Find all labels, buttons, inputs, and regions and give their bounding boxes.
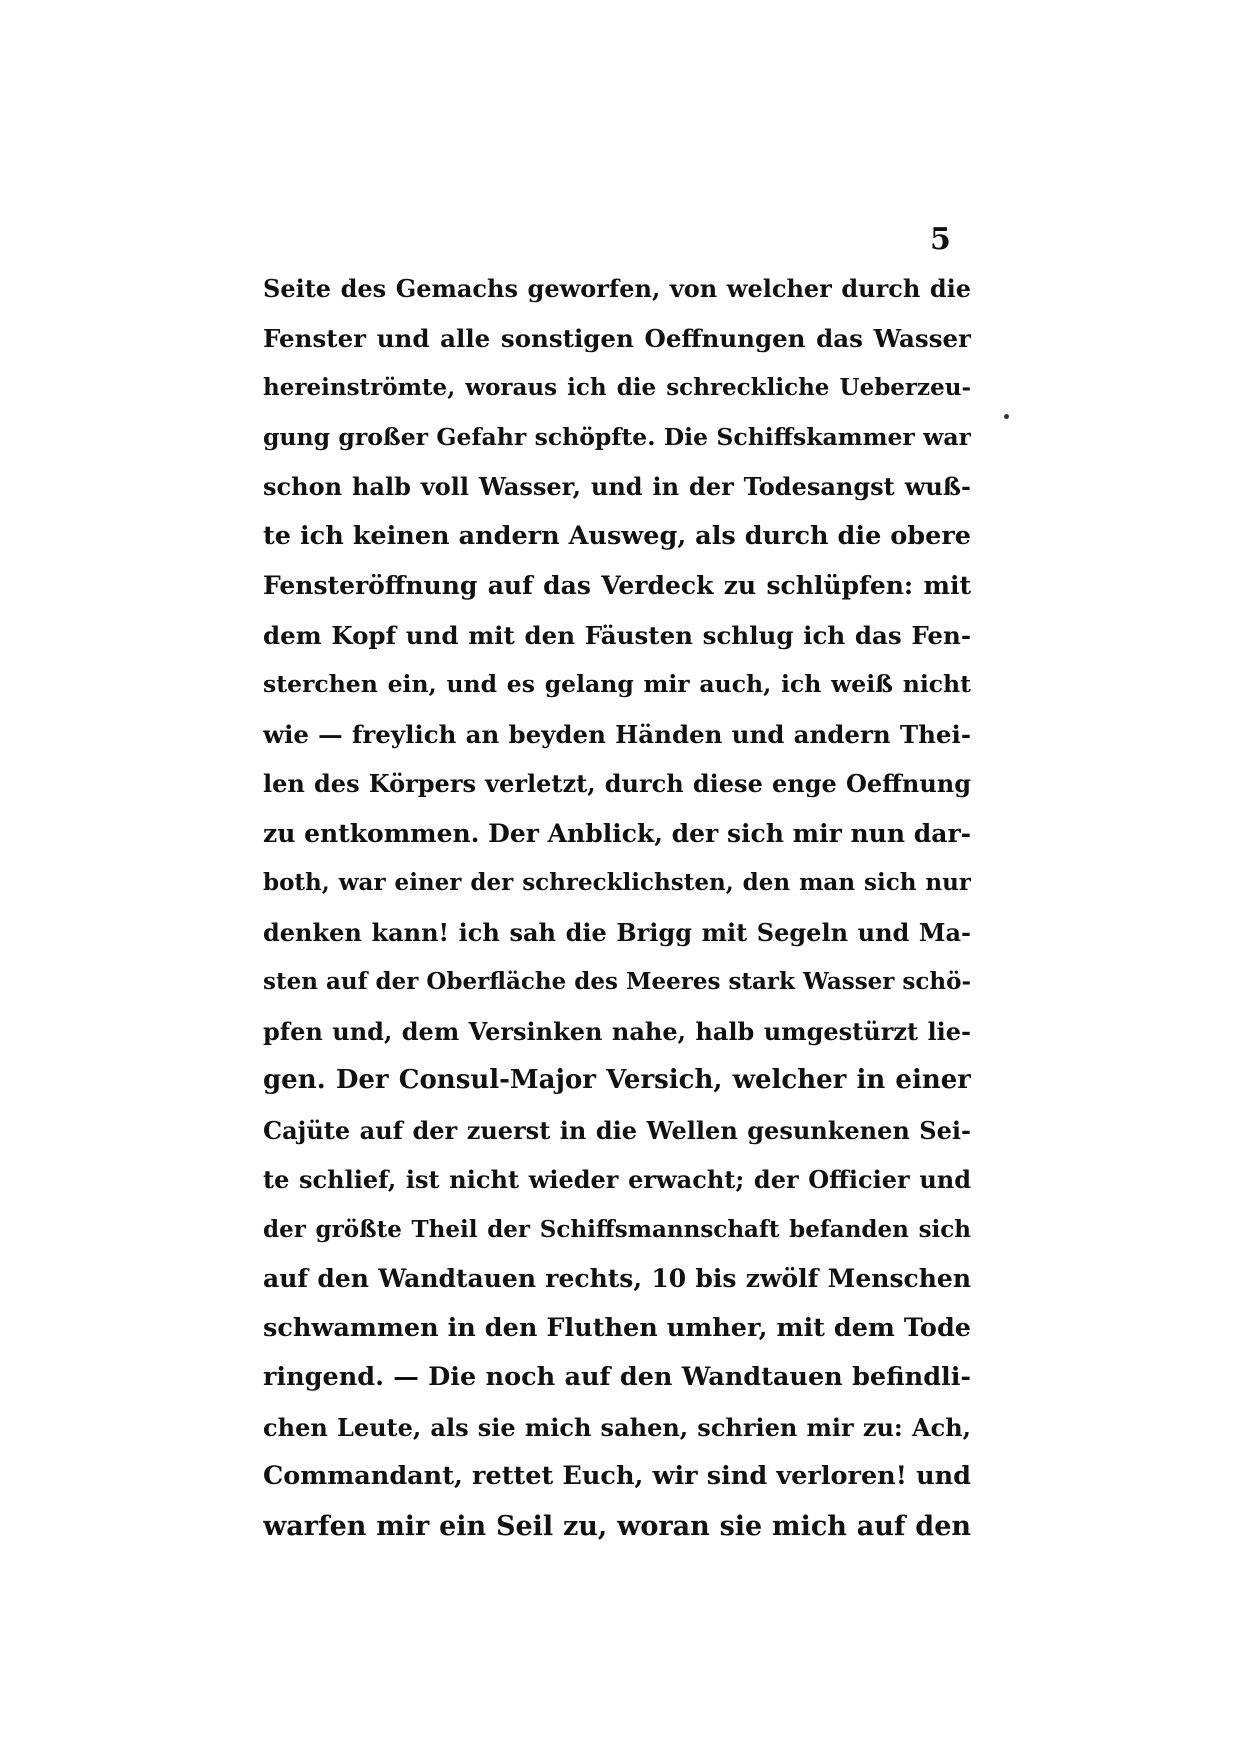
text-line: chen Leute, als sie mich sahen, schrien mir zu: Ach, [263, 1412, 971, 1442]
text-line: gen. Der Consul-Major Versich, welcher in einer [263, 1065, 971, 1095]
text-line: Fensteröffnung auf das Verdeck zu schlüpfen: mit [263, 571, 971, 600]
text-line: gung großer Gefahr schöpfte. Die Schiffskammer war [263, 422, 971, 451]
text-line: sterchen ein, und es gelang mir auch, ich weiß nicht [263, 670, 971, 698]
page-number: 5 [930, 222, 951, 257]
text-line: Commandant, rettet Euch, wir sind verloren! und [263, 1461, 971, 1491]
text-line: schwammen in den Fluthen umher, mit dem Tode [263, 1312, 971, 1343]
text-line: dem Kopf und mit den Fäusten schlug ich das Fen- [263, 620, 971, 650]
text-line: sten auf der Oberfläche des Meeres stark Wasser schö- [263, 968, 971, 995]
text-line: pfen und, dem Versinken nahe, halb umgestürzt lie- [263, 1016, 971, 1046]
text-line: auf den Wandtauen rechts, 10 bis zwölf Menschen [263, 1264, 971, 1293]
text-line: te schlief, ist nicht wieder erwacht; der Officier und [263, 1165, 971, 1194]
text-line: te ich keinen andern Ausweg, als durch die obere [263, 520, 971, 551]
text-line: hereinströmte, woraus ich die schreckliche Ueberzeu- [263, 374, 971, 401]
text-line: len des Körpers verletzt, durch diese enge Oeffnung [263, 769, 971, 798]
text-line: denken kann! ich sah die Brigg mit Segeln und Ma- [263, 917, 971, 947]
body-text [263, 264, 971, 1551]
text-line: both, war einer der schrecklichsten, den man sich nur [263, 869, 971, 896]
text-line: ringend. — Die noch auf den Wandtauen befindli- [263, 1362, 971, 1392]
margin-speck [1004, 414, 1009, 419]
text-line: zu entkommen. Der Anblick, der sich mir nun dar- [263, 818, 971, 848]
text-line: warfen mir ein Seil zu, woran sie mich auf den [263, 1510, 971, 1542]
text-line: Seite des Gemachs geworfen, von welcher durch die [263, 274, 971, 303]
text-line: schon halb voll Wasser, und in der Todesangst wuß- [263, 472, 971, 501]
text-line: der größte Theil der Schiffsmannschaft befanden sich [263, 1215, 971, 1243]
text-line: Fenster und alle sonstigen Oeffnungen das Wasser [263, 323, 971, 353]
text-line: Cajüte auf der zuerst in die Wellen gesunkenen Sei- [263, 1115, 971, 1145]
text-line: wie — freylich an beyden Händen und andern Thei- [263, 719, 971, 749]
